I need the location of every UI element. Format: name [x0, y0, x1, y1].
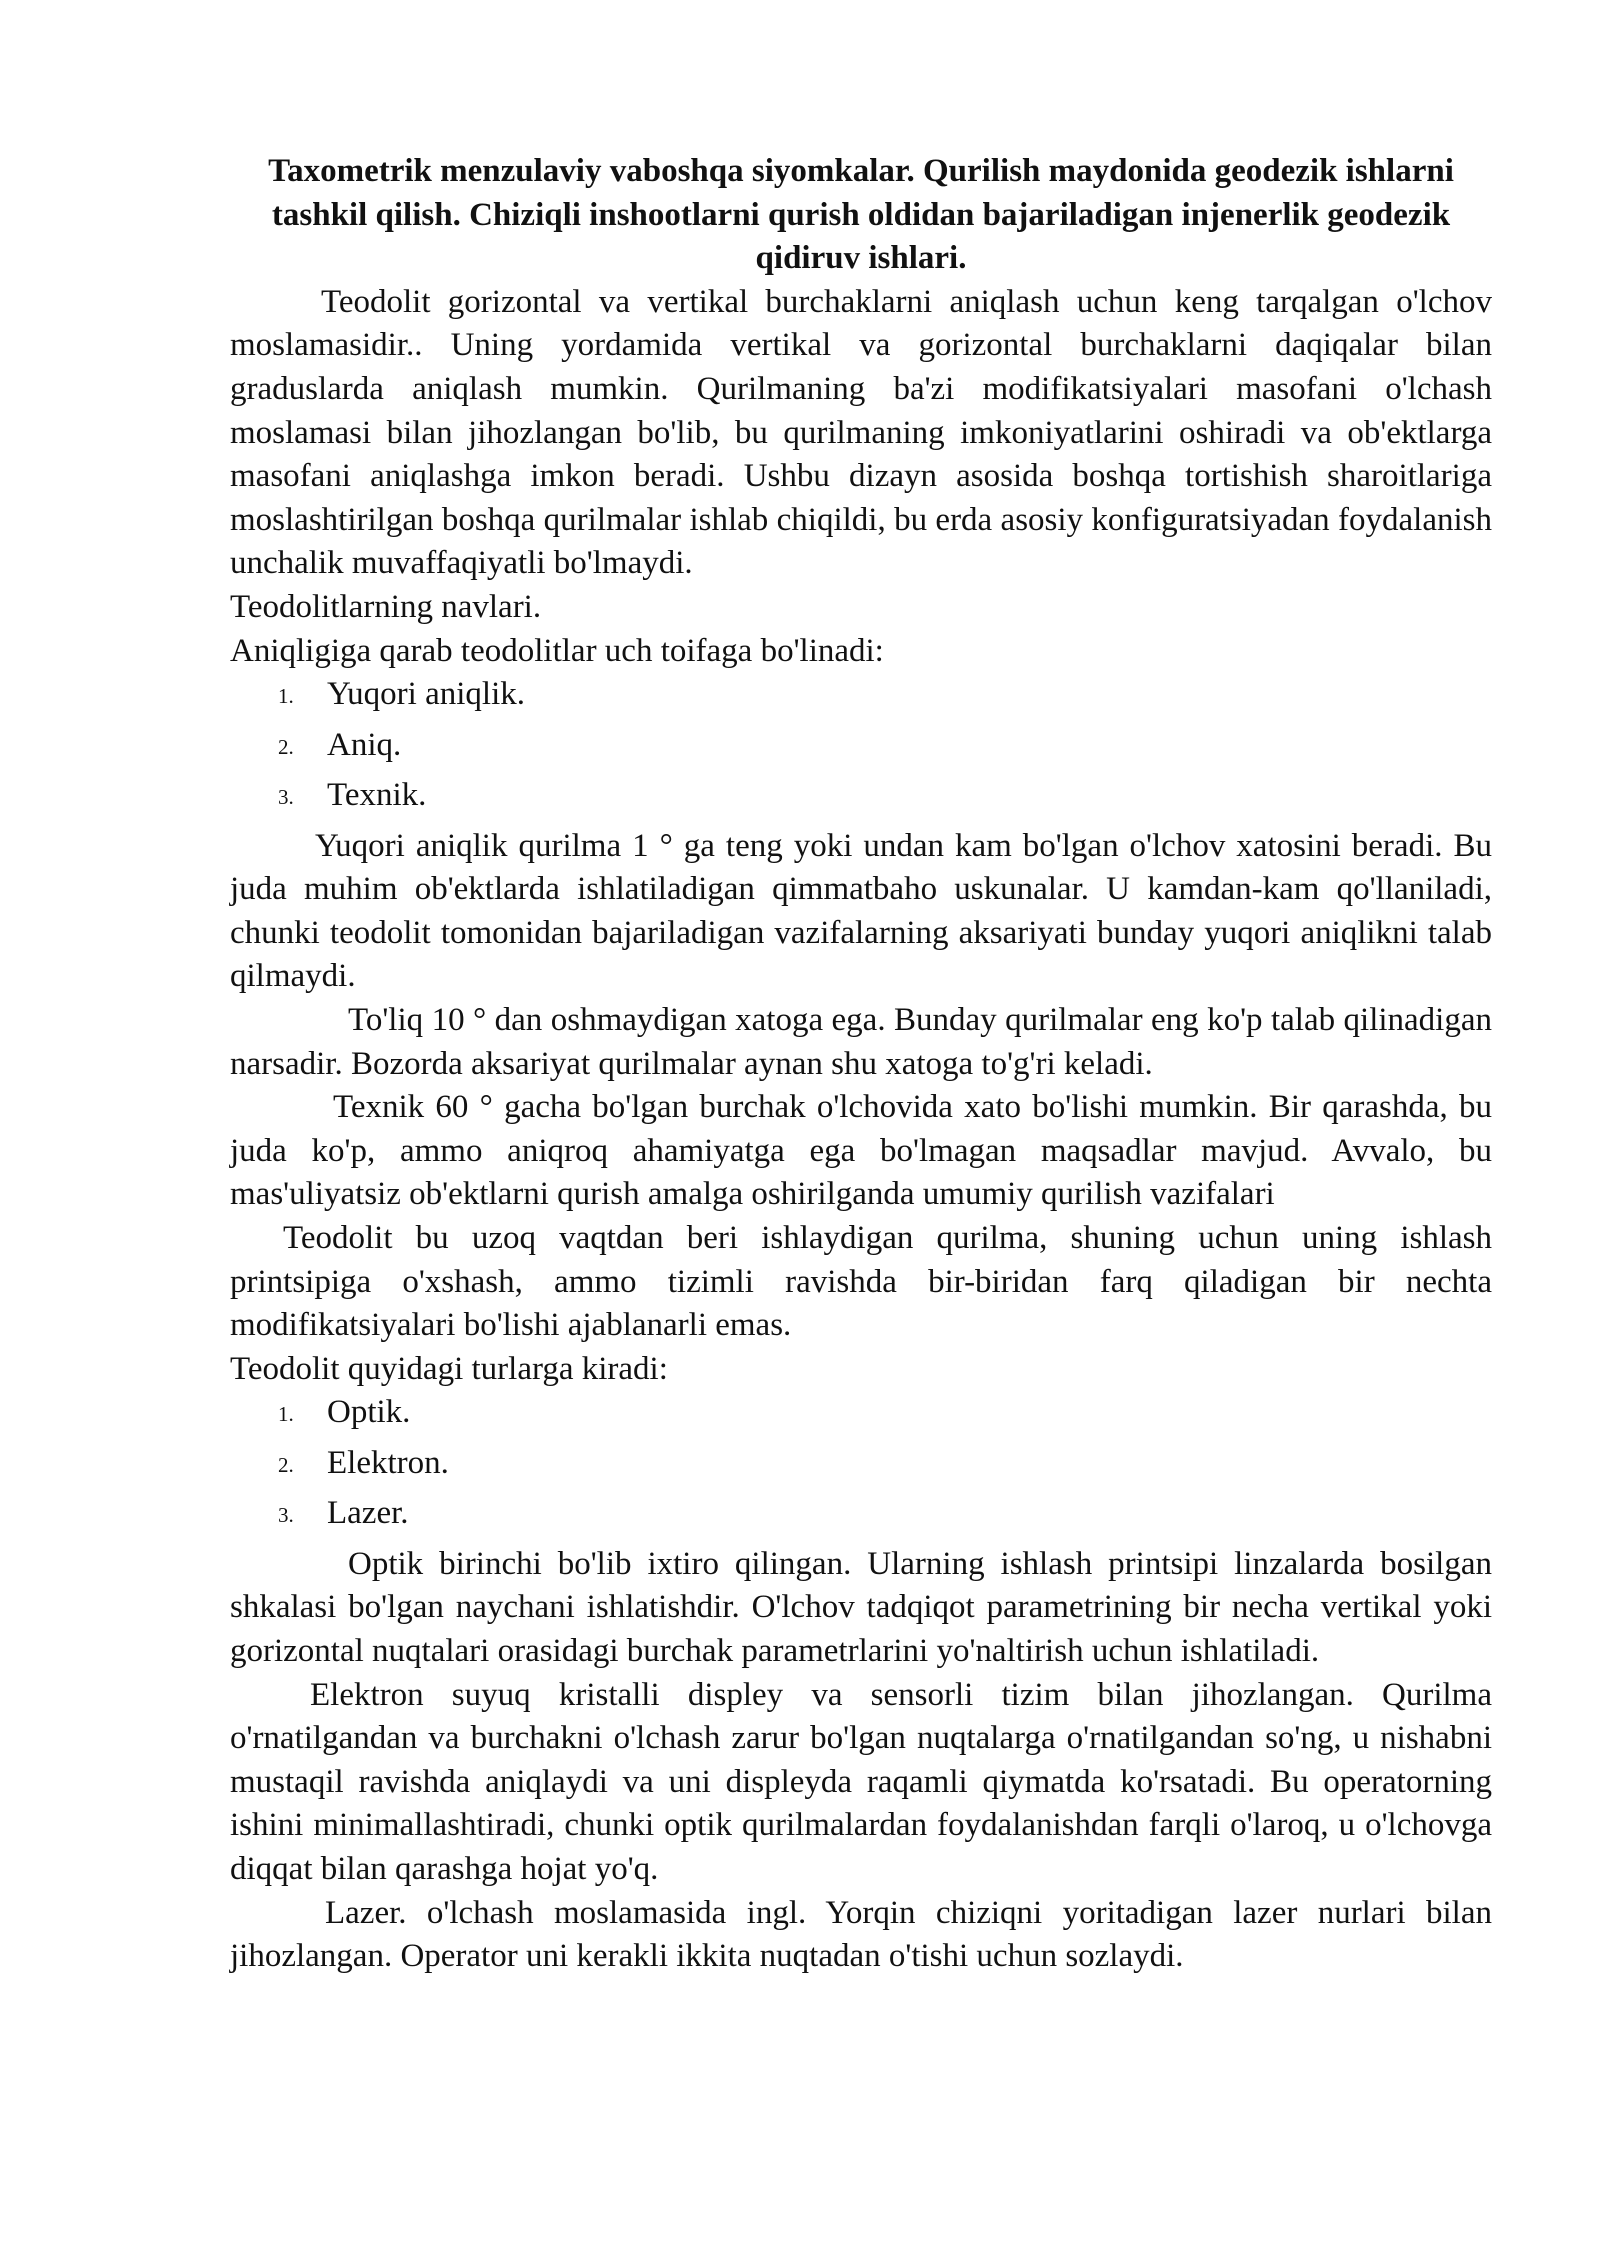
list-number: 3.	[278, 785, 294, 810]
accurate-paragraph: To'liq 10 ° dan oshmaydigan xatoga ega. Bunday qurilmalar eng ko'p talab qilinadigan narsadir. Bozorda aksariyat qurilmalar aynan shu xatoga to'g'ri keladi.	[230, 1002, 1492, 1082]
document-page	[230, 150, 1492, 1979]
list-text: Lazer.	[327, 1495, 409, 1532]
document-title: Taxometrik menzulaviy vaboshqa siyomkalar. Qurilish maydonida geodezik ishlarni tashkil qilish. Chiziqli inshootlarni qurish oldidan bajariladigan injenerlik geodezik qidiruv ishlari.	[268, 153, 1454, 277]
list-number: 3.	[278, 1503, 294, 1528]
list-item	[230, 1442, 1492, 1493]
list-number: 1.	[278, 684, 294, 709]
list-text: Optik.	[327, 1394, 411, 1431]
accuracy-intro: Aniqligiga qarab teodolitlar uch toifaga bo'linadi:	[230, 632, 884, 669]
optical-paragraph: Optik birinchi bo'lib ixtiro qilingan. Ularning ishlash printsipi linzalarda bosilgan shkalasi bo'lgan naychani ishlatishdir. O'lchov tadqiqot parametrining bir necha vertikal yoki gorizontal nuqtalari orasidagi burchak parametrlarini yo'naltirish uchun ishlatiladi.	[230, 1545, 1492, 1670]
high-accuracy-paragraph: Yuqori aniqlik qurilma 1 ° ga teng yoki undan kam bo'lgan o'lchov xatosini beradi. Bu juda muhim ob'ektlarda ishlatiladigan qimmatbaho uskunalar. U kamdan-kam qo'llaniladi, chunki teodolit tomonidan bajariladigan vazifalarning aksariyati bunday yuqori aniqlikni talab qilmaydi.	[230, 827, 1492, 995]
list-text: Texnik.	[327, 777, 427, 814]
list-item	[230, 1492, 1492, 1543]
technical-paragraph: Texnik 60 ° gacha bo'lgan burchak o'lchovida xato bo'lishi mumkin. Bir qarashda, bu juda ko'p, ammo aniqroq ahamiyatga ega bo'lmagan maqsadlar mavjud. Avvalo, bu mas'uliyatsiz ob'ektlarni qurish amalga oshirilganda umumiy qurilish vazifalari	[230, 1089, 1492, 1213]
electronic-paragraph: Elektron suyuq kristalli displey va sensorli tizim bilan jihozlangan. Qurilma o'rnatilgandan va burchakni o'lchash zarur bo'lgan nuqtalarga o'rnatilgandan so'ng, u nishabni mustaqil ravishda aniqlaydi va uni displeyda raqamli qiymatda ko'rsatadi. Bu operatorning ishini minimallashtiradi, chunki optik qurilmalardan foydalanishdan farqli o'laroq, u o'lchovga diqqat bilan qarashga hojat yo'q.	[230, 1676, 1492, 1887]
list-text: Elektron.	[327, 1444, 449, 1481]
list-item	[230, 724, 1492, 775]
intro-paragraph: Teodolit gorizontal va vertikal burchaklarni aniqlash uchun keng tarqalgan o'lchov moslamasidir.. Uning yordamida vertikal va gorizontal burchaklarni daqiqalar bilan graduslarda aniqlash mumkin. Qurilmaning ba'zi modifikatsiyalari masofani o'lchash moslamasi bilan jihozlangan bo'lib, bu qurilmaning imkoniyatlarini oshiradi va ob'ektlarga masofani aniqlashga imkon beradi. Ushbu dizayn asosida boshqa tortishish sharoitlariga moslashtirilgan boshqa qurilmalar ishlab chiqildi, bu erda asosiy konfiguratsiyadan foydalanish unchalik muvaffaqiyatli bo'lmaydi.	[230, 283, 1492, 582]
list-item	[230, 673, 1492, 724]
list-text: Yuqori aniqlik.	[327, 676, 525, 713]
kinds-intro: Teodolit quyidagi turlarga kiradi:	[230, 1350, 668, 1387]
laser-paragraph: Lazer. o'lchash moslamasida ingl. Yorqin chiziqni yoritadigan lazer nurlari bilan jihozlangan. Operator uni kerakli ikkita nuqtadan o'tishi uchun sozlaydi.	[230, 1894, 1492, 1975]
list-item	[230, 1391, 1492, 1442]
list-text: Aniq.	[327, 726, 402, 763]
list-item	[230, 774, 1492, 825]
long-used-paragraph: Teodolit bu uzoq vaqtdan beri ishlaydigan qurilma, shuning uchun uning ishlash printsipiga o'xshash, ammo tizimli ravishda bir-biridan farq qiladigan bir nechta modifikatsiyalari bo'lishi ajablanarli emas.	[230, 1219, 1492, 1344]
list-number: 2.	[278, 1452, 294, 1477]
types-heading: Teodolitlarning navlari.	[230, 588, 542, 625]
kinds-list	[230, 1391, 1492, 1543]
list-number: 2.	[278, 734, 294, 759]
accuracy-list	[230, 673, 1492, 825]
list-number: 1.	[278, 1402, 294, 1427]
